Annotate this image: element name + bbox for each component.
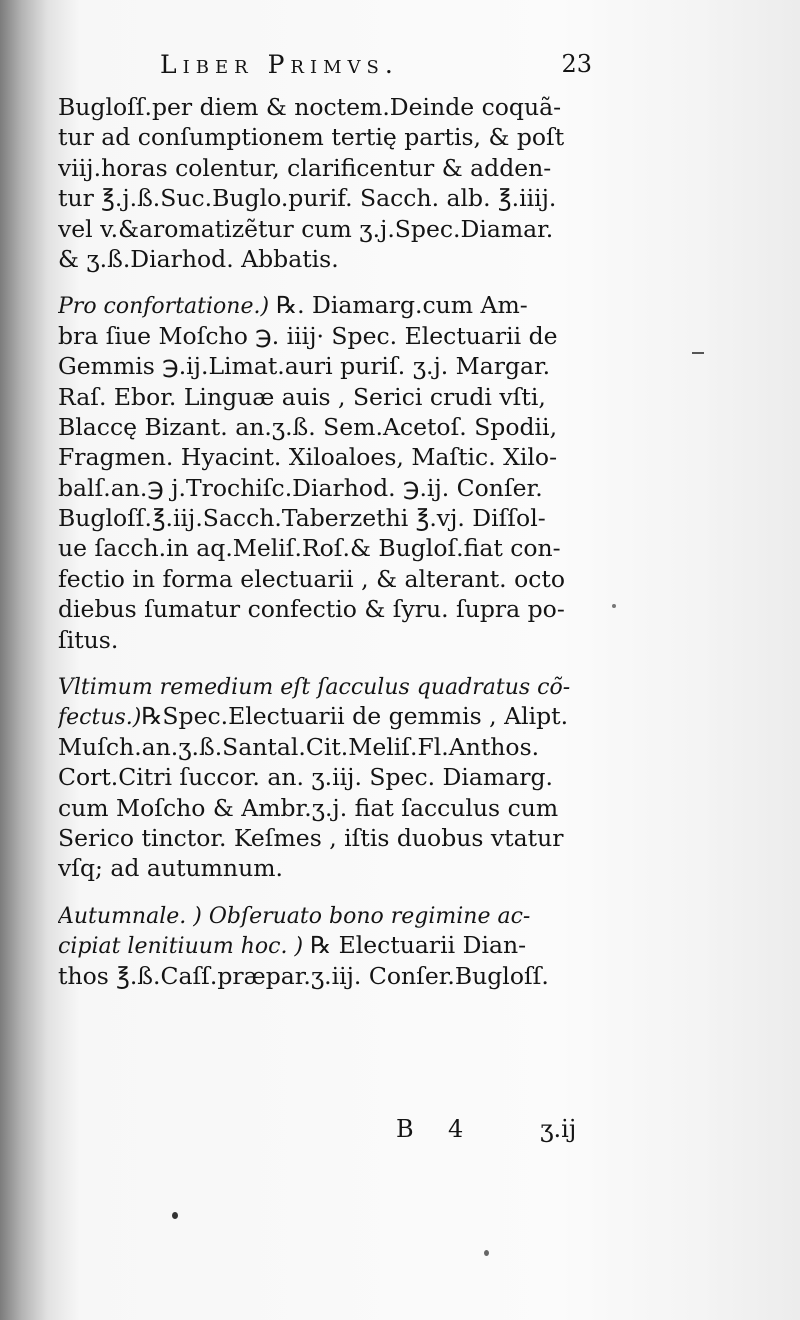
text-run: vel v.&aromatizẽtur cum ʒ.j.Spec.Diamar. <box>58 214 554 243</box>
text-line <box>58 382 598 412</box>
text-run: vſq; ad autumnum. <box>58 854 283 883</box>
text-run: Fragmen. Hyacint. Xiloaloes, Maſtic. Xilo- <box>58 443 558 472</box>
text-run: ſitus. <box>58 625 119 654</box>
text-run: tur ad conſumptionem tertię partis, & poſt <box>58 123 565 152</box>
text-line <box>58 321 598 351</box>
text-run: thos ℥.ß.Caſſ.præpar.ʒ.iij. Conſer.Bugloſſ. <box>58 961 549 990</box>
text-run: balſ.an.℈ j.Trochiſc.Diarhod. ℈.ij. Conſer. <box>58 473 543 502</box>
text-line <box>58 732 598 762</box>
text-line <box>58 412 598 442</box>
text-run: viij.horas colentur, clarificentur & adden- <box>58 153 552 182</box>
text-line <box>58 762 598 792</box>
italic-run: Autumnale. ) Obſeruato bono regimine ac- <box>58 903 531 929</box>
paragraph-gap <box>58 274 598 290</box>
text-line <box>58 244 598 274</box>
text-run: Raſ. Ebor. Linguæ auis , Serici crudi vſti, <box>58 382 546 411</box>
ink-speck <box>612 604 616 608</box>
paragraph <box>58 671 598 884</box>
text-line <box>58 503 598 533</box>
paragraph <box>58 290 598 655</box>
text-line <box>58 594 598 624</box>
text-run: tur ℥.j.ß.Suc.Buglo.purif. Sacch. alb. ℥.iiij. <box>58 184 557 213</box>
text-run: ℞Spec.Electuarii de gemmis , Alipt. <box>141 702 569 731</box>
text-run: Bugloſſ.℥.iij.Sacch.Taberzethi ℥.vj. Diſſol- <box>58 504 546 533</box>
text-line <box>58 701 598 731</box>
text-line <box>58 442 598 472</box>
text-run: fectio in forma electuarii , & alterant. octo <box>58 564 565 593</box>
signature-line <box>396 1115 596 1151</box>
text-line <box>58 122 598 152</box>
text-line <box>58 183 598 213</box>
text-line <box>58 625 598 655</box>
text-run: Gemmis ℈.ij.Limat.auri puriſ. ʒ.j. Margar. <box>58 352 551 381</box>
text-run: ue ſacch.in aq.Meliſ.Roſ.& Bugloſ.fiat con- <box>58 534 561 563</box>
text-run: Serico tinctor. Keſmes , iſtis duobus vtatur <box>58 823 564 852</box>
text-line <box>58 823 598 853</box>
text-run: diebus ſumatur confectio & ſyru. ſupra po- <box>58 595 565 624</box>
italic-run: Vltimum remedium eſt ſacculus quadratus cõ- <box>58 675 571 701</box>
text-line <box>58 671 598 701</box>
paragraph <box>58 900 598 991</box>
page-number: 23 <box>561 50 592 78</box>
text-run: ℞. Diamarg.cum Am- <box>276 291 528 320</box>
paragraph <box>58 92 598 274</box>
paragraph-gap <box>58 655 598 671</box>
margin-mark <box>692 352 704 354</box>
text-line <box>58 793 598 823</box>
text-run: bra ſiue Moſcho ℈. iiij· Spec. Electuarii de <box>58 321 558 350</box>
text-line <box>58 153 598 183</box>
text-line <box>58 473 598 503</box>
text-line <box>58 564 598 594</box>
page-header <box>160 50 592 90</box>
text-line <box>58 533 598 563</box>
italic-run: cipiat lenitiuum hoc. ) <box>58 934 311 960</box>
text-line <box>58 900 598 930</box>
ink-speck <box>172 1212 178 1219</box>
text-run: cum Moſcho & Ambr.ʒ.j. fiat ſacculus cum <box>58 793 559 822</box>
italic-run: fectus.) <box>58 705 142 731</box>
signature-number: 4 <box>448 1115 464 1143</box>
text-run: Cort.Citri ſuccor. an. ʒ.iij. Spec. Diamarg. <box>58 763 553 792</box>
ink-speck <box>484 1250 489 1256</box>
body-text <box>58 92 598 991</box>
text-run: & ʒ.ß.Diarhod. Abbatis. <box>58 244 339 273</box>
italic-run: Pro confortatione.) <box>58 294 277 320</box>
running-head: Liber Primvs. <box>160 50 399 79</box>
text-line <box>58 214 598 244</box>
catchword: ʒ.ij <box>540 1115 577 1143</box>
text-line <box>58 930 598 960</box>
text-line <box>58 351 598 381</box>
text-run: Bugloſſ.per diem & noctem.Deinde coquã- <box>58 93 562 121</box>
text-run: Muſch.an.ʒ.ß.Santal.Cit.Meliſ.Fl.Anthos. <box>58 732 540 761</box>
signature-mark: B <box>396 1115 414 1143</box>
text-line <box>58 961 598 991</box>
paragraph-gap <box>58 884 598 900</box>
text-line <box>58 92 598 122</box>
text-run: ℞ Electuarii Dian- <box>310 931 527 960</box>
text-line <box>58 853 598 883</box>
text-run: Blaccę Bizant. an.ʒ.ß. Sem.Acetoſ. Spodii, <box>58 412 558 441</box>
text-line <box>58 290 598 320</box>
